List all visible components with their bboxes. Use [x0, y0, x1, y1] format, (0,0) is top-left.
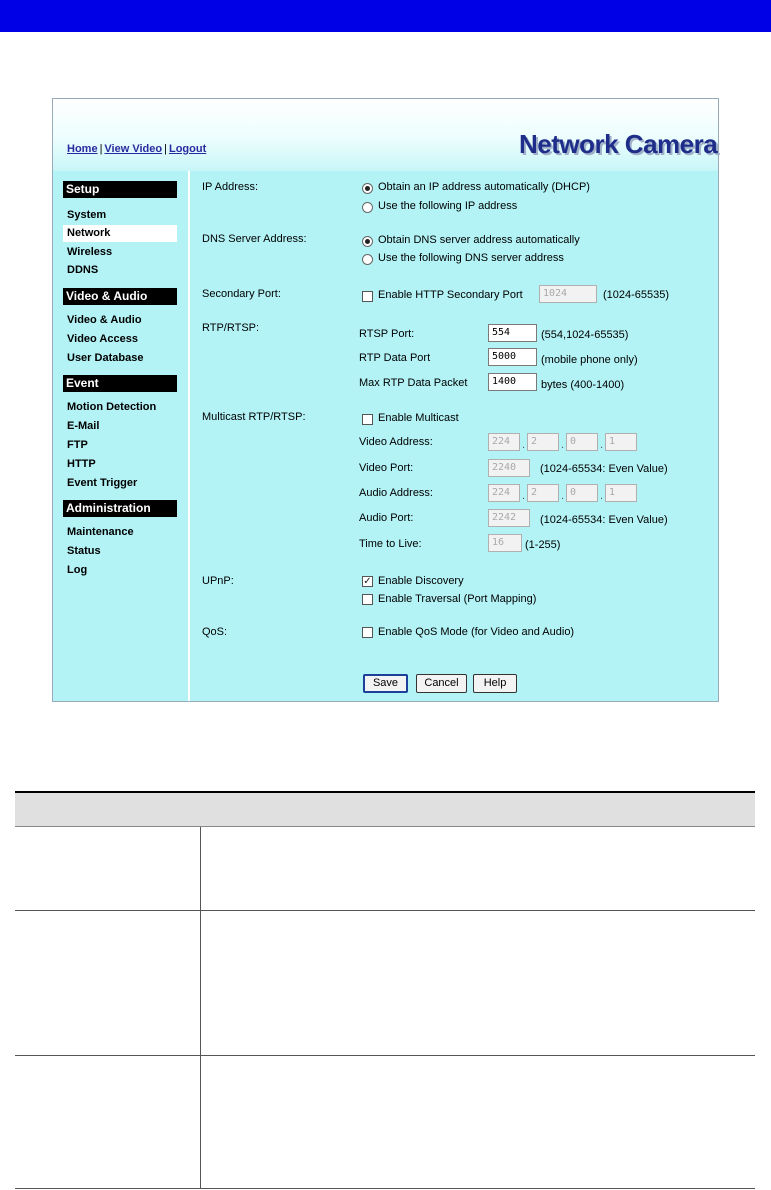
- dns-manual-label: Use the following DNS server address: [378, 252, 564, 264]
- upnp-label: UPnP:: [202, 575, 234, 587]
- sidebar-item-video-audio[interactable]: Video & Audio: [67, 314, 142, 326]
- audio-address-octet-4[interactable]: 1: [605, 484, 637, 502]
- sidebar-section-setup: Setup: [63, 181, 177, 198]
- sidebar-item-event-trigger[interactable]: Event Trigger: [67, 477, 138, 489]
- dns-auto-label: Obtain DNS server address automatically: [378, 234, 580, 246]
- address-dot: .: [522, 439, 526, 451]
- sidebar-section-administration: Administration: [63, 500, 177, 517]
- sidebar-section-event: Event: [63, 375, 177, 392]
- upnp-traversal-checkbox[interactable]: [362, 594, 373, 605]
- sidebar-item-user-database[interactable]: User Database: [67, 352, 144, 364]
- upnp-traversal-label: Enable Traversal (Port Mapping): [378, 593, 537, 605]
- video-port-hint: (1024-65534: Even Value): [540, 463, 668, 475]
- qos-label: QoS:: [202, 626, 228, 638]
- sidebar-item-ddns[interactable]: DDNS: [67, 264, 99, 276]
- address-dot: .: [561, 490, 565, 502]
- sidebar-item-ftp[interactable]: FTP: [67, 439, 88, 451]
- multicast-checkbox[interactable]: [362, 414, 373, 425]
- sidebar-item-wireless[interactable]: Wireless: [67, 246, 113, 258]
- page-header: [53, 99, 718, 171]
- audio-port-hint: (1024-65534: Even Value): [540, 514, 668, 526]
- rtp-data-port-hint: (mobile phone only): [541, 354, 638, 366]
- sidebar-item-motion-detection[interactable]: Motion Detection: [67, 401, 157, 413]
- table-row: [15, 911, 755, 1056]
- video-address-octet-4[interactable]: 1: [605, 433, 637, 451]
- qos-enable-label: Enable QoS Mode (for Video and Audio): [378, 626, 575, 638]
- table-row: [15, 1056, 755, 1189]
- max-rtp-packet-input[interactable]: 1400: [488, 373, 537, 391]
- rtp-rtsp-label: RTP/RTSP:: [202, 322, 260, 334]
- ip-static-radio[interactable]: [362, 202, 373, 213]
- address-dot: .: [522, 490, 526, 502]
- video-address-octet-1[interactable]: 224: [488, 433, 520, 451]
- rtp-data-port-input[interactable]: 5000: [488, 348, 537, 366]
- audio-address-label: Audio Address:: [359, 487, 433, 499]
- rtsp-port-input[interactable]: 554: [488, 324, 537, 342]
- secondary-port-enable-label: Enable HTTP Secondary Port: [378, 289, 523, 301]
- table-header: [15, 791, 755, 827]
- dns-auto-radio[interactable]: [362, 236, 373, 247]
- ip-dhcp-label: Obtain an IP address automatically (DHCP): [378, 181, 590, 193]
- home-link[interactable]: Home: [67, 143, 98, 155]
- video-address-octet-2[interactable]: 2: [527, 433, 559, 451]
- upnp-discovery-label: Enable Discovery: [378, 575, 464, 587]
- sidebar-item-log[interactable]: Log: [67, 564, 88, 576]
- sidebar: [53, 171, 190, 701]
- sidebar-item-system[interactable]: System: [67, 209, 107, 221]
- max-rtp-packet-label: Max RTP Data Packet: [359, 377, 468, 389]
- video-address-octet-3[interactable]: 0: [566, 433, 598, 451]
- dns-manual-radio[interactable]: [362, 254, 373, 265]
- audio-port-input[interactable]: 2242: [488, 509, 530, 527]
- table-cell: [15, 911, 201, 1055]
- rtp-data-port-label: RTP Data Port: [359, 352, 431, 364]
- address-dot: .: [600, 490, 604, 502]
- secondary-port-checkbox[interactable]: [362, 291, 373, 302]
- cancel-button[interactable]: Cancel: [416, 674, 467, 693]
- upnp-discovery-checkbox[interactable]: ✓: [363, 576, 372, 587]
- secondary-port-label: Secondary Port:: [202, 288, 281, 300]
- table-cell: [15, 827, 201, 910]
- qos-checkbox[interactable]: [362, 627, 373, 638]
- secondary-port-range: (1024-65535): [603, 289, 670, 301]
- audio-address-octet-2[interactable]: 2: [527, 484, 559, 502]
- network-camera-logo: Network Camera: [519, 129, 718, 159]
- multicast-enable-label: Enable Multicast: [378, 412, 459, 424]
- top-links: [67, 143, 206, 155]
- rtsp-port-hint: (554,1024-65535): [541, 329, 629, 341]
- audio-address-octet-3[interactable]: 0: [566, 484, 598, 502]
- sidebar-item-http[interactable]: HTTP: [67, 458, 96, 470]
- sidebar-item-status[interactable]: Status: [67, 545, 101, 557]
- sidebar-item-email[interactable]: E-Mail: [67, 420, 100, 432]
- ip-address-label: IP Address:: [202, 181, 259, 193]
- link-separator: |: [99, 143, 103, 155]
- time-to-live-input[interactable]: 16: [488, 534, 522, 552]
- save-button[interactable]: Save: [363, 674, 408, 693]
- table-row: [15, 827, 755, 911]
- max-rtp-packet-hint: bytes (400-1400): [541, 379, 625, 391]
- top-banner: [0, 0, 771, 32]
- sidebar-item-video-access[interactable]: Video Access: [67, 333, 138, 345]
- rtsp-port-label: RTSP Port:: [359, 328, 415, 340]
- video-port-label: Video Port:: [359, 462, 414, 474]
- link-separator: |: [164, 143, 167, 155]
- sidebar-item-maintenance[interactable]: Maintenance: [67, 526, 134, 538]
- address-dot: .: [561, 439, 565, 451]
- secondary-port-input[interactable]: 1024: [539, 285, 597, 303]
- sidebar-section-video-audio: Video & Audio: [63, 288, 177, 305]
- help-button[interactable]: Help: [473, 674, 517, 693]
- dns-server-label: DNS Server Address:: [202, 233, 307, 245]
- ip-dhcp-radio[interactable]: [362, 183, 373, 194]
- time-to-live-hint: (1-255): [525, 539, 561, 551]
- time-to-live-label: Time to Live:: [359, 538, 422, 550]
- sidebar-item-network[interactable]: Network: [63, 225, 177, 242]
- view-video-link[interactable]: View Video: [104, 143, 163, 155]
- table-cell: [15, 1056, 201, 1188]
- audio-port-label: Audio Port:: [359, 512, 414, 524]
- network-settings-form: [192, 171, 718, 701]
- ip-static-label: Use the following IP address: [378, 200, 518, 212]
- video-address-label: Video Address:: [359, 436, 433, 448]
- address-dot: .: [600, 439, 604, 451]
- network-camera-window: [52, 98, 719, 702]
- multicast-label: Multicast RTP/RTSP:: [202, 411, 306, 423]
- audio-address-octet-1[interactable]: 224: [488, 484, 520, 502]
- logout-link[interactable]: Logout: [168, 143, 207, 155]
- video-port-input[interactable]: 2240: [488, 459, 530, 477]
